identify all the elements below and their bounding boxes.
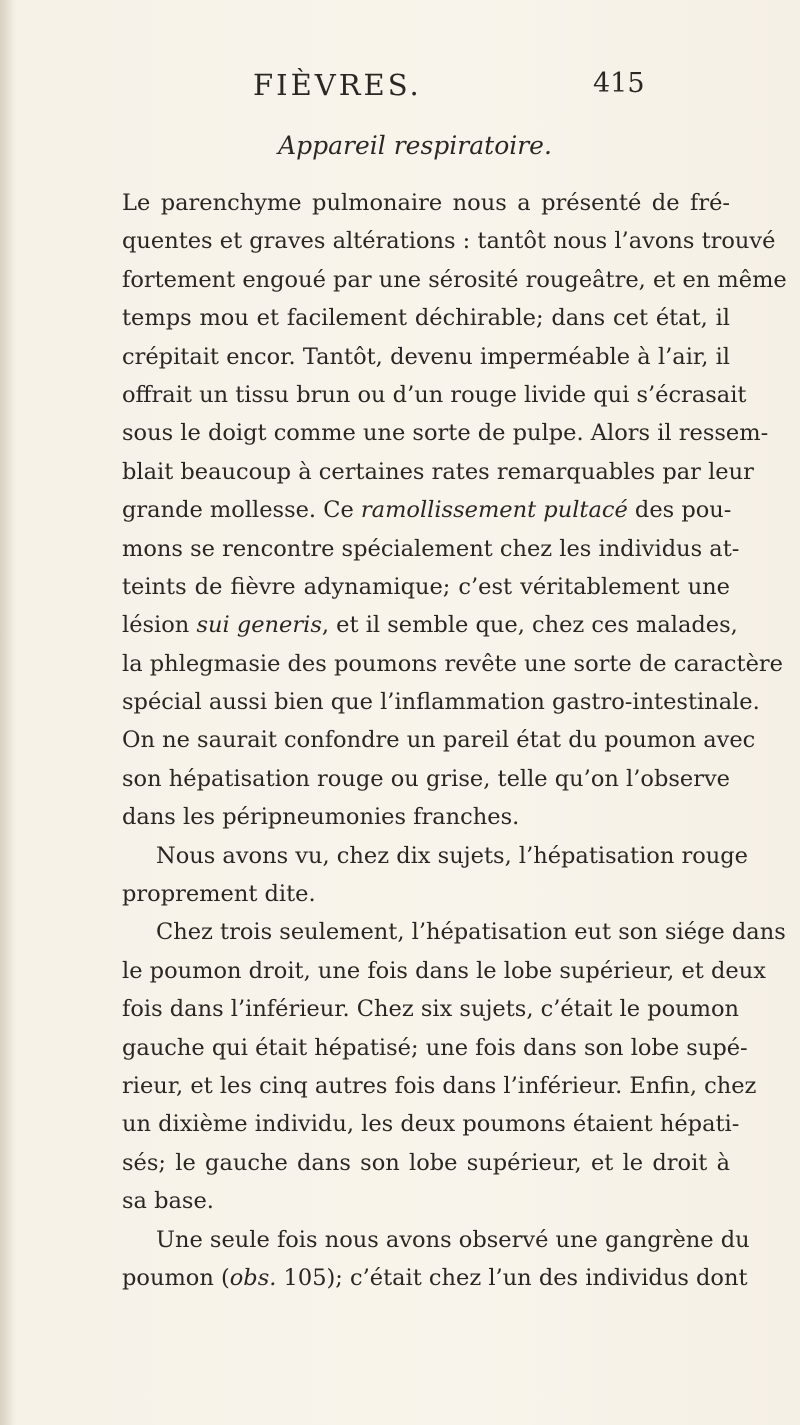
text-line: lésion sui generis, et il semble que, chez ces malades,	[122, 612, 738, 639]
text-line: son hépatisation rouge ou grise, telle qu’on l’observe	[122, 765, 730, 792]
text-line: blait beaucoup à certaines rates remarquables par leur	[122, 458, 754, 485]
text-line: Chez trois seulement, l’hépatisation eut son siége dans	[156, 919, 786, 946]
text-line: temps mou et facilement déchirable; dans cet état, il	[122, 305, 730, 332]
text-line: rieur, et les cinq autres fois dans l’inférieur. Enfin, chez	[122, 1072, 757, 1099]
text-line: proprement dite.	[122, 881, 316, 908]
text-line: la phlegmasie des poumons revête une sorte de caractère	[122, 650, 783, 677]
text-line: crépitait encor. Tantôt, devenu imperméable à l’air, il	[122, 343, 730, 370]
text-line: quentes et graves altérations : tantôt nous l’avons trouvé	[122, 228, 776, 255]
body-text	[122, 184, 787, 1297]
text-line: offrait un tissu brun ou d’un rouge livide qui s’écrasait	[122, 381, 747, 408]
text-line: fortement engoué par une sérosité rougeâtre, et en même	[122, 266, 787, 293]
text-line: sous le doigt comme une sorte de pulpe. Alors il ressem-	[122, 420, 769, 447]
spine-shadow	[0, 0, 14, 1425]
text-line: teints de fièvre adynamique; c’est véritablement une	[122, 573, 730, 600]
text-line: poumon (obs. 105); c’était chez l’un des individus dont	[122, 1264, 748, 1291]
text-line: Le parenchyme pulmonaire nous a présenté de fré-	[122, 190, 730, 216]
text-line: spécial aussi bien que l’inflammation gastro-intestinale.	[122, 689, 760, 716]
text-line: un dixième individu, les deux poumons étaient hépati-	[122, 1111, 740, 1138]
text-line: On ne saurait confondre un pareil état du poumon avec	[122, 727, 756, 754]
text-line: grande mollesse. Ce ramollissement pultacé des pou-	[122, 497, 732, 524]
section-title: Appareil respiratoire.	[278, 131, 552, 160]
text-line: Une seule fois nous avons observé une gangrène du	[156, 1226, 750, 1253]
text-line: sa base.	[122, 1188, 214, 1215]
running-head: FIÈVRES.	[253, 68, 422, 102]
text-line: sés; le gauche dans son lobe supérieur, et le droit à	[122, 1149, 730, 1176]
text-line: fois dans l’inférieur. Chez six sujets, c’était le poumon	[122, 996, 740, 1023]
page-number: 415	[593, 68, 645, 99]
page-header	[0, 68, 800, 118]
text-line: Nous avons vu, chez dix sujets, l’hépatisation rouge	[156, 842, 748, 869]
text-line: gauche qui était hépatisé; une fois dans son lobe supé-	[122, 1034, 748, 1061]
text-line: le poumon droit, une fois dans le lobe supérieur, et deux	[122, 957, 766, 984]
text-line: mons se rencontre spécialement chez les individus at-	[122, 535, 740, 562]
text-line: dans les péripneumonies franches.	[122, 804, 520, 831]
